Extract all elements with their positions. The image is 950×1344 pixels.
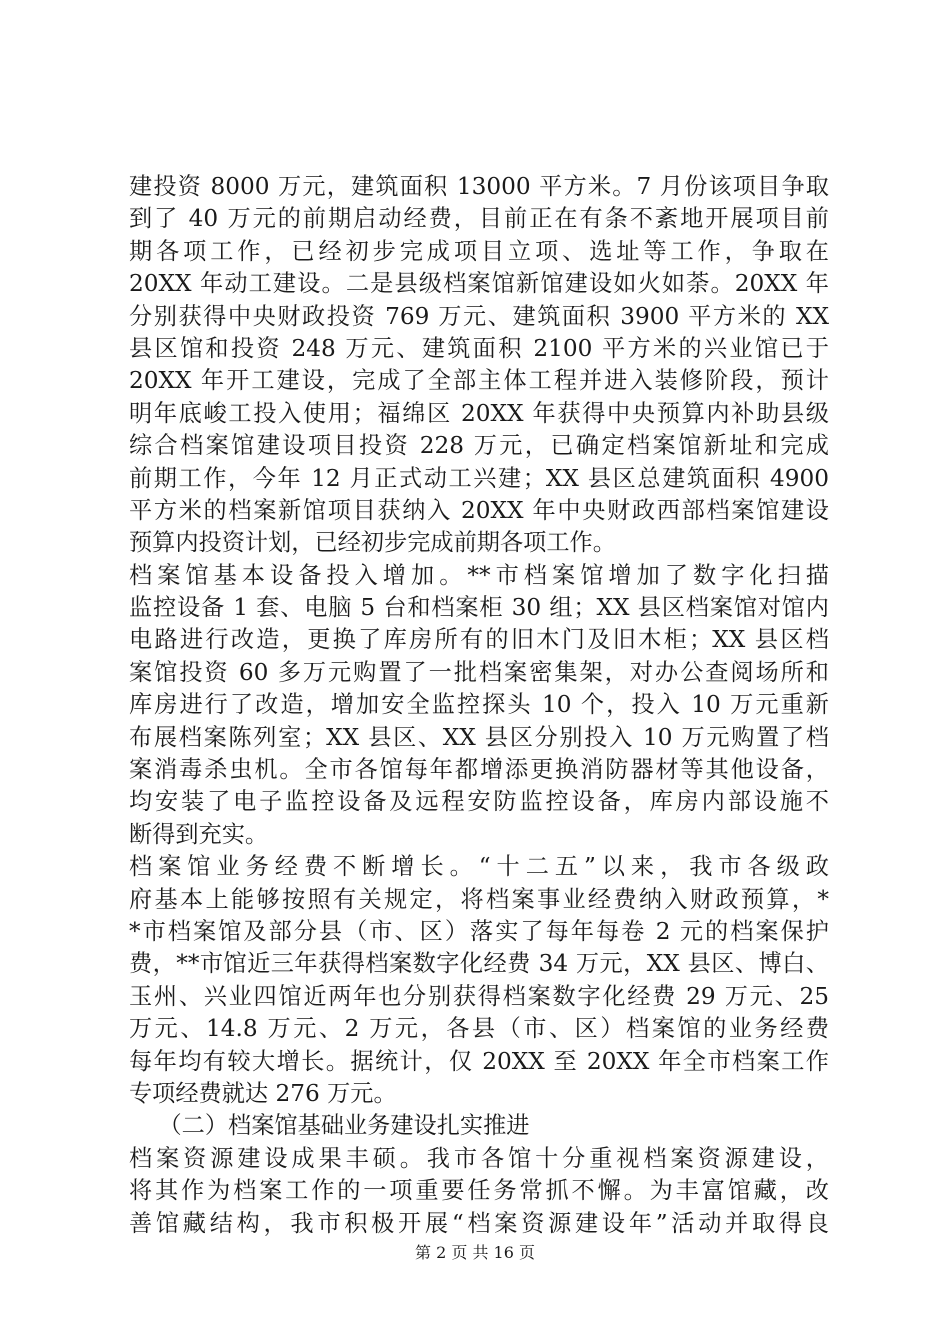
text-line: 每年均有较大增长。据统计，仅 20XX 至 20XX 年全市档案工作 (129, 1047, 829, 1075)
text-line: 分别获得中央财政投资 769 万元、建筑面积 3900 平方米的 XX (129, 302, 829, 330)
text-line: 建投资 8000 万元，建筑面积 13000 平方米。7 月份该项目争取 (129, 173, 829, 200)
paragraph-first-line: 档案馆基本设备投入增加。**市档案馆增加了数字化扫描 (129, 561, 829, 589)
page-footer: 第 2 页 共 16 页 (415, 1243, 535, 1262)
paragraph-first-line: 档案馆业务经费不断增长。“十二五”以来，我市各级政 (129, 853, 829, 881)
text-line: 府基本上能够按照有关规定，将档案事业经费纳入财政预算，* (129, 885, 829, 913)
text-line: 专项经费就达 276 万元。 (129, 1079, 397, 1107)
text-line: 案消毒杀虫机。全市各馆每年都增添更换消防器材等其他设备， (129, 756, 829, 784)
text-line: 20XX 年开工建设，完成了全部主体工程并进入装修阶段，预计 (129, 367, 829, 395)
text-line: 到了 40 万元的前期启动经费，目前正在有条不紊地开展项目前 (129, 205, 829, 233)
text-line: 综合档案馆建设项目投资 228 万元，已确定档案馆新址和完成 (129, 432, 829, 460)
text-line: 玉州、兴业四馆近两年也分别获得档案数字化经费 29 万元、25 (129, 982, 829, 1010)
text-line: 费，**市馆近三年获得档案数字化经费 34 万元，XX 县区、博白、 (129, 950, 829, 978)
text-line: 平方米的档案新馆项目获纳入 20XX 年中央财政西部档案馆建设 (129, 496, 829, 524)
text-line: 断得到充实。 (129, 820, 269, 848)
text-line: 电路进行改造，更换了库房所有的旧木门及旧木柜；XX 县区档 (129, 626, 829, 654)
text-line: 明年底峻工投入使用；福绵区 20XX 年获得中央预算内补助县级 (129, 399, 829, 427)
text-line: 期各项工作，已经初步完成项目立项、选址等工作，争取在 (129, 237, 829, 265)
paragraph-first-line: 档案资源建设成果丰硕。我市各馆十分重视档案资源建设， (129, 1144, 829, 1172)
text-line: 县区馆和投资 248 万元、建筑面积 2100 平方米的兴业馆已于 (129, 334, 829, 362)
text-line: 布展档案陈列室；XX 县区、XX 县区分别投入 10 万元购置了档 (129, 723, 829, 751)
text-line: *市档案馆及部分县（市、区）落实了每年每卷 2 元的档案保护 (129, 917, 829, 945)
section-heading: （二）档案馆基础业务建设扎实推进 (129, 1112, 530, 1140)
text-line: 将其作为档案工作的一项重要任务常抓不懈。为丰富馆藏，改 (129, 1177, 829, 1205)
body-text (129, 171, 829, 1240)
text-line: 万元、14.8 万元、2 万元，各县（市、区）档案馆的业务经费 (129, 1015, 829, 1043)
text-line: 20XX 年动工建设。二是县级档案馆新馆建设如火如荼。20XX 年 (129, 270, 829, 298)
text-line: 均安装了电子监控设备及远程安防监控设备，库房内部设施不 (129, 788, 829, 816)
text-line: 善馆藏结构，我市积极开展“档案资源建设年”活动并取得良 (129, 1209, 829, 1237)
text-line: 前期工作，今年 12 月正式动工兴建；XX 县区总建筑面积 4900 (129, 464, 829, 492)
text-line: 预算内投资计划，已经初步完成前期各项工作。 (129, 529, 616, 557)
text-line: 案馆投资 60 多万元购置了一批档案密集架，对办公查阅场所和 (129, 658, 829, 686)
text-line: 库房进行了改造，增加安全监控探头 10 个，投入 10 万元重新 (129, 691, 829, 719)
text-line: 监控设备 1 套、电脑 5 台和档案柜 30 组；XX 县区档案馆对馆内 (129, 594, 829, 622)
